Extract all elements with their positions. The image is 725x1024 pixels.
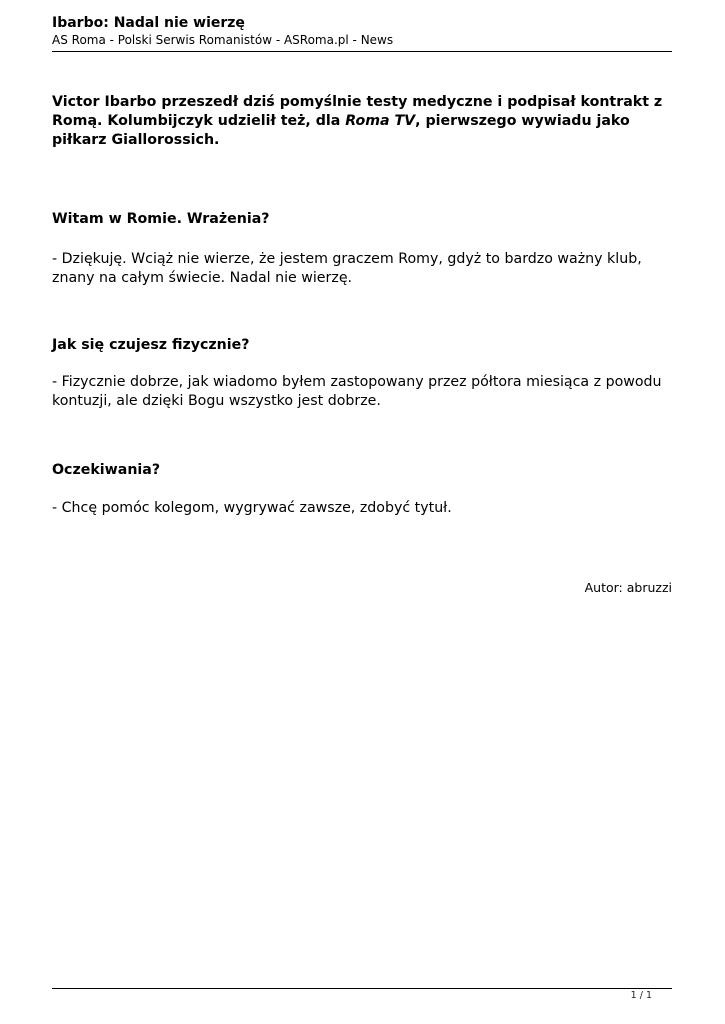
page-number: 1 / 1 [630,990,652,1001]
question-3: Oczekiwania? [52,462,161,478]
document-title: Ibarbo: Nadal nie wierzę [52,15,245,31]
header-divider [52,51,672,52]
lead-italic-source: Roma TV [345,113,416,129]
page-header [52,14,672,49]
answer-1: - Dziękuję. Wciąż nie wierze, że jestem graczem Romy, gdyż to bardzo ważny klub, znany na całym świecie. Nadal nie wierzę. [52,251,642,286]
article-author: Autor: abruzzi [584,580,672,595]
lead-text-end: , pierwszego wywiadu jako piłkarz Giallorossich. [52,113,630,148]
answer-2: - Fizycznie dobrze, jak wiadomo byłem zastopowany przez półtora miesiąca z powodu kontuzji, ale dzięki Bogu wszystko jest dobrze. [52,374,662,409]
article-body [52,93,672,518]
answer-3: - Chcę pomóc kolegom, wygrywać zawsze, zdobyć tytuł. [52,500,452,516]
lead-text-start: Victor Ibarbo przeszedł dziś pomyślnie testy medyczne i podpisał kontrakt z Romą. Kolumbijczyk udzielił też, dla [52,94,663,129]
article-lead [52,93,672,150]
question-1: Witam w Romie. Wrażenia? [52,211,270,227]
footer-divider [52,988,672,989]
question-2: Jak się czujesz fizycznie? [52,337,250,353]
document-subtitle: AS Roma - Polski Serwis Romanistów - ASRoma.pl - News [52,33,394,47]
